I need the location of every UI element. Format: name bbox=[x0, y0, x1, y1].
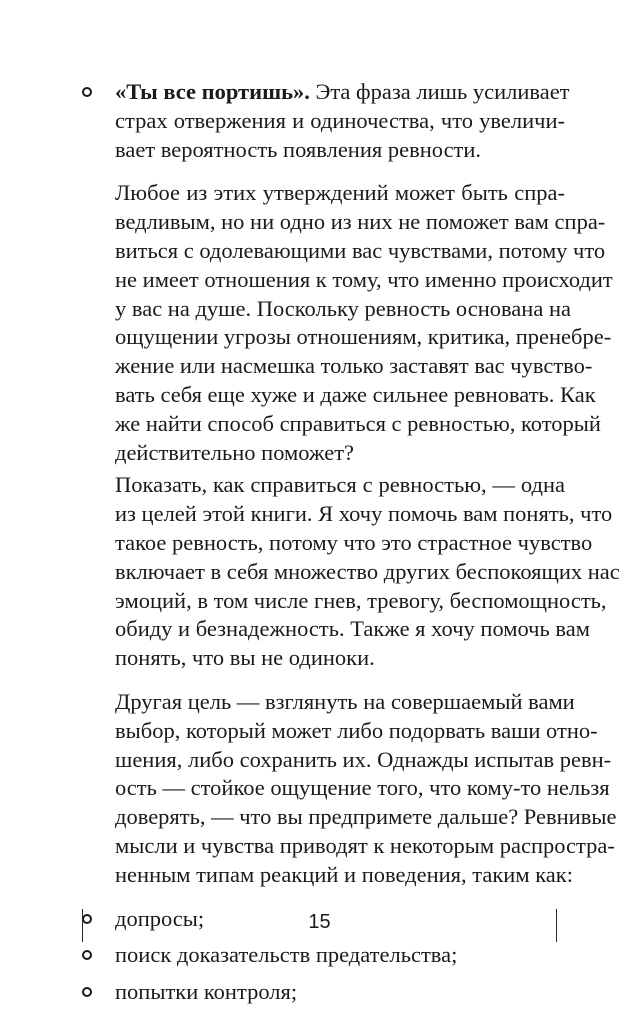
list-item-text: попытки контроля; bbox=[115, 979, 298, 1005]
paragraph-line: вать себя еще хуже и даже сильнее ревновать. Как bbox=[115, 381, 596, 407]
circle-bullet-icon bbox=[82, 987, 92, 997]
paragraph-line: ощущении угрозы отношениям, критика, пренебре- bbox=[115, 324, 612, 350]
paragraph-line: ость — стойкое ощущение того, что кому-то нельзя bbox=[115, 775, 610, 801]
circle-bullet-icon bbox=[82, 87, 92, 97]
list-item-text: допросы; bbox=[115, 905, 205, 931]
bullet-line: страх отвержения и одиночества, что увеличи- bbox=[115, 107, 565, 133]
paragraph-line: понять, что вы не одиноки. bbox=[115, 645, 375, 671]
paragraph-line: жение или насмешка только заставят вас чувство- bbox=[115, 353, 593, 379]
paragraph-line: Другая цель — взглянуть на совершаемый вами bbox=[115, 688, 575, 714]
paragraph-line: выбор, который может либо подорвать ваши отно- bbox=[115, 717, 598, 743]
page-number: 15 bbox=[308, 911, 331, 933]
paragraph-line: включает в себя множество других беспокоящих нас bbox=[115, 558, 620, 584]
paragraph-line: ненным типам реакций и поведения, таким как: bbox=[115, 861, 573, 887]
paragraph-2 bbox=[115, 471, 620, 673]
bullet-line-text: Эта фраза лишь усиливает bbox=[309, 79, 570, 104]
paragraph-line: доверять, — что вы предпримете дальше? Ревнивые bbox=[115, 804, 617, 830]
paragraph-3 bbox=[115, 688, 617, 890]
footer-rule-right bbox=[556, 909, 557, 942]
page-body bbox=[115, 78, 620, 1015]
bullet-line bbox=[115, 78, 570, 107]
paragraph-line bbox=[115, 179, 565, 208]
paragraph-line: шения, либо сохранить их. Однажды испытав ревн- bbox=[115, 746, 612, 772]
paragraph-line: из целей этой книги. Я хочу помочь вам понять, что bbox=[115, 501, 613, 527]
paragraph-line: такое ревность, потому что это страстное чувство bbox=[115, 529, 593, 555]
circle-bullet-icon bbox=[82, 950, 92, 960]
paragraph-line: мысли и чувства приводят к некоторым распростра- bbox=[115, 832, 615, 858]
paragraph-line: ведливым, но ни одно из них не поможет вам спра- bbox=[115, 209, 606, 235]
paragraph-line-text: Любое из этих утверждений может быть спра- bbox=[115, 180, 565, 206]
paragraph-1 bbox=[115, 179, 613, 467]
paragraph-line: у вас на душе. Поскольку ревность основана на bbox=[115, 295, 571, 321]
bullet-line: вает вероятность появления ревности. bbox=[115, 136, 482, 162]
list-item-text: поиск доказательств предательства; bbox=[115, 942, 458, 968]
paragraph-line: же найти способ справиться с ревностью, который bbox=[115, 410, 601, 436]
paragraph-line: виться с одолевающими вас чувствами, потому что bbox=[115, 237, 606, 263]
bold-phrase: «Ты все портишь». bbox=[115, 79, 310, 104]
top-bullet-item bbox=[115, 78, 570, 164]
list-item bbox=[115, 941, 565, 970]
paragraph-line: обиду и безнадежность. Также я хочу помочь вам bbox=[115, 616, 590, 642]
list-item bbox=[115, 978, 565, 1007]
paragraph-line: действительно поможет? bbox=[115, 439, 355, 465]
paragraph-line: эмоций, в том числе гнев, тревогу, беспомощность, bbox=[115, 587, 607, 613]
paragraph-line: Показать, как справиться с ревностью, — одна bbox=[115, 472, 565, 498]
paragraph-line: не имеет отношения к тому, что именно происходит bbox=[115, 266, 613, 292]
